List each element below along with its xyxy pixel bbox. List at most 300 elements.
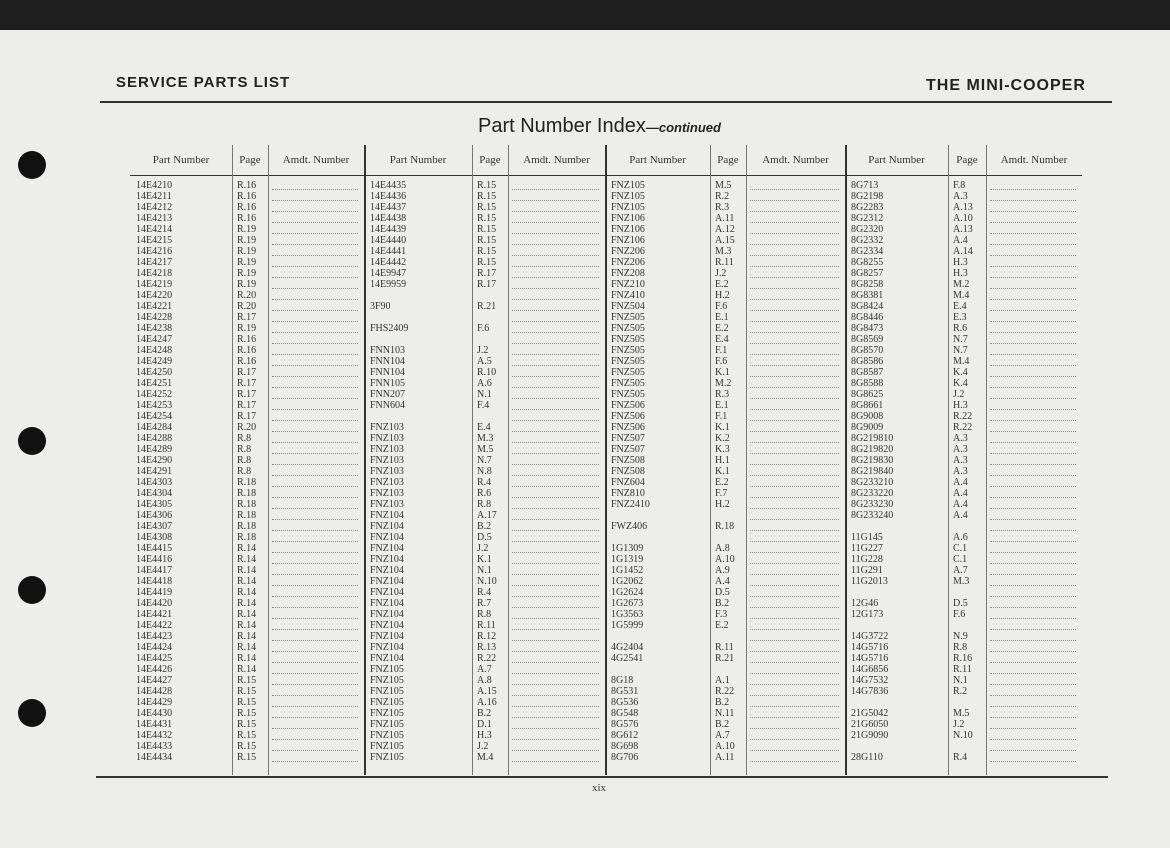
part-number-cell: 14E4218: [136, 268, 173, 279]
page-ref-cell: R.22: [477, 653, 497, 664]
amendment-dotted-line: [990, 452, 1076, 454]
amendment-dotted-line: [990, 606, 1076, 608]
page-ref-cell: A.8: [477, 675, 492, 686]
part-number-cell: 8G219840: [851, 466, 894, 477]
part-number-cell: 8G8258: [851, 279, 884, 290]
page-ref-cell: R.15: [237, 708, 257, 719]
amendment-dotted-line: [750, 298, 839, 300]
amendment-dotted-line: [272, 595, 358, 597]
part-number-cell: FNZ104: [370, 653, 404, 664]
part-number-cell: 14E4307: [136, 521, 173, 532]
amendment-dotted-line: [990, 353, 1076, 355]
part-number-cell: FNZ105: [370, 675, 404, 686]
part-number-cell: 14G3722: [851, 631, 889, 642]
page-ref-cell: E.2: [715, 477, 729, 488]
page-ref-cell: N.1: [477, 565, 492, 576]
part-number-cell: FNZ505: [611, 334, 645, 345]
amendment-dotted-line: [750, 562, 839, 564]
part-number-cell: FNZ104: [370, 565, 404, 576]
amendment-dotted-line: [750, 540, 839, 542]
part-number-cell: FNZ105: [370, 697, 404, 708]
amendment-dotted-line: [512, 353, 599, 355]
page-ref-cell: R.14: [237, 664, 257, 675]
part-number-cell: 8G548: [611, 708, 639, 719]
part-number-cell: FNZ506: [611, 400, 645, 411]
page-ref-cell: C.1: [953, 554, 968, 565]
amendment-dotted-line: [272, 243, 358, 245]
part-number-cell: 14E4428: [136, 686, 173, 697]
page-ref-cell: F.6: [715, 301, 728, 312]
page-ref-cell: A.11: [715, 752, 735, 763]
amendment-dotted-line: [512, 199, 599, 201]
page-ref-cell: J.2: [477, 543, 489, 554]
part-number-cell: FNZ508: [611, 466, 645, 477]
page-ref-cell: R.3: [715, 202, 730, 213]
part-number-cell: FNZ103: [370, 477, 404, 488]
page-ref-cell: M.3: [953, 576, 970, 587]
part-number-cell: FNZ104: [370, 642, 404, 653]
column-divider: [268, 145, 269, 775]
page-ref-cell: R.8: [237, 455, 252, 466]
amendment-dotted-line: [990, 727, 1076, 729]
amendment-dotted-line: [272, 397, 358, 399]
amendment-dotted-line: [990, 188, 1076, 190]
page-ref-cell: R.20: [237, 422, 257, 433]
part-number-cell: FNZ104: [370, 554, 404, 565]
part-number-cell: 1G2062: [611, 576, 644, 587]
page-ref-cell: F.7: [715, 488, 728, 499]
page-ref-cell: M.4: [477, 752, 494, 763]
part-number-cell: FNZ506: [611, 422, 645, 433]
page-ref-cell: A.9: [715, 565, 730, 576]
amendment-dotted-line: [272, 606, 358, 608]
page-ref-cell: R.2: [715, 191, 730, 202]
column-header-amdt-number: Amdt. Number: [762, 154, 829, 166]
page-ref-cell: R.14: [237, 642, 257, 653]
page-ref-cell: R.18: [237, 521, 257, 532]
amendment-dotted-line: [272, 738, 358, 740]
column-header-amdt-number: Amdt. Number: [523, 154, 590, 166]
part-number-cell: 8G8586: [851, 356, 884, 367]
page-ref-cell: R.18: [237, 532, 257, 543]
part-number-cell: FNZ105: [370, 686, 404, 697]
page-ref-cell: R.19: [237, 279, 257, 290]
part-number-cell: FNZ103: [370, 444, 404, 455]
part-number-cell: FNZ104: [370, 543, 404, 554]
page-ref-cell: D.5: [715, 587, 730, 598]
amendment-dotted-line: [512, 342, 599, 344]
amendment-dotted-line: [750, 727, 839, 729]
amendment-dotted-line: [512, 496, 599, 498]
amendment-dotted-line: [990, 760, 1076, 762]
part-number-cell: 14E4214: [136, 224, 173, 235]
column-header-page: Page: [239, 154, 261, 166]
page-ref-cell: A.15: [715, 235, 735, 246]
part-number-cell: FNZ104: [370, 576, 404, 587]
part-number-cell: 14E4433: [136, 741, 173, 752]
part-number-cell: FNN104: [370, 356, 406, 367]
page-ref-cell: D.5: [477, 532, 492, 543]
page-ref-cell: R.17: [477, 268, 497, 279]
amendment-dotted-line: [990, 309, 1076, 311]
page-ref-cell: N.1: [953, 675, 968, 686]
page-ref-cell: M.3: [477, 433, 494, 444]
part-number-cell: FNZ505: [611, 367, 645, 378]
part-number-cell: 14E4441: [370, 246, 407, 257]
part-number-cell: FNZ507: [611, 433, 645, 444]
amendment-dotted-line: [512, 584, 599, 586]
amendment-dotted-line: [750, 441, 839, 443]
part-number-cell: 8G18: [611, 675, 634, 686]
page-ref-cell: R.18: [237, 488, 257, 499]
part-number-cell: 8G233240: [851, 510, 894, 521]
index-title: [478, 115, 721, 138]
amendment-dotted-line: [990, 221, 1076, 223]
amendment-dotted-line: [512, 573, 599, 575]
page-ref-cell: R.14: [237, 609, 257, 620]
amendment-dotted-line: [272, 210, 358, 212]
part-number-cell: FNZ206: [611, 257, 645, 268]
part-number-cell: 14E4213: [136, 213, 173, 224]
page-ref-cell: R.17: [237, 400, 257, 411]
page-ref-cell: N.7: [953, 334, 968, 345]
page-ref-cell: J.2: [953, 719, 965, 730]
page-ref-cell: K.1: [715, 422, 730, 433]
amendment-dotted-line: [990, 749, 1076, 751]
amendment-dotted-line: [750, 694, 839, 696]
amendment-dotted-line: [512, 518, 599, 520]
page-ref-cell: A.7: [953, 565, 968, 576]
part-number-cell: FNN207: [370, 389, 406, 400]
amendment-dotted-line: [512, 309, 599, 311]
part-number-cell: FNZ504: [611, 301, 645, 312]
part-number-cell: 14E4418: [136, 576, 173, 587]
part-number-cell: 14E4284: [136, 422, 173, 433]
part-number-cell: FNZ106: [611, 224, 645, 235]
page-ref-cell: J.2: [477, 741, 489, 752]
amendment-dotted-line: [990, 320, 1076, 322]
part-number-cell: 14G6856: [851, 664, 889, 675]
amendment-dotted-line: [512, 628, 599, 630]
amendment-dotted-line: [990, 661, 1076, 663]
amendment-dotted-line: [750, 738, 839, 740]
part-number-cell: 14E4219: [136, 279, 173, 290]
page-ref-cell: R.10: [477, 367, 497, 378]
page-ref-cell: F.4: [477, 400, 490, 411]
part-number-cell: 8G612: [611, 730, 639, 741]
page-ref-cell: R.21: [715, 653, 735, 664]
part-number-cell: 14E4289: [136, 444, 173, 455]
part-number-cell: 8G9008: [851, 411, 884, 422]
page-ref-cell: B.2: [715, 697, 730, 708]
amendment-dotted-line: [990, 430, 1076, 432]
group-divider: [364, 145, 366, 775]
column-divider: [986, 145, 987, 775]
part-number-cell: 21G9090: [851, 730, 889, 741]
page-ref-cell: A.3: [953, 444, 968, 455]
part-number-cell: FNZ208: [611, 268, 645, 279]
column-header-part-number: Part Number: [389, 154, 447, 166]
amendment-dotted-line: [512, 760, 599, 762]
amendment-dotted-line: [272, 672, 358, 674]
part-number-cell: 8G219830: [851, 455, 894, 466]
amendment-dotted-line: [272, 639, 358, 641]
page-ref-cell: M.3: [715, 246, 732, 257]
page-ref-cell: B.2: [715, 598, 730, 609]
part-number-cell: 14E4306: [136, 510, 173, 521]
page-ref-cell: M.5: [477, 444, 494, 455]
amendment-dotted-line: [750, 716, 839, 718]
part-number-cell: FNZ506: [611, 411, 645, 422]
page-ref-cell: A.4: [953, 235, 968, 246]
amendment-dotted-line: [750, 221, 839, 223]
amendment-dotted-line: [512, 562, 599, 564]
amendment-dotted-line: [990, 518, 1076, 520]
part-number-cell: 14E4419: [136, 587, 173, 598]
page-ref-cell: A.13: [953, 224, 973, 235]
page-ref-cell: B.2: [477, 521, 492, 532]
amendment-dotted-line: [512, 188, 599, 190]
page-ref-cell: D.5: [953, 598, 968, 609]
page-ref-cell: F.1: [715, 345, 728, 356]
page-ref-cell: A.3: [953, 455, 968, 466]
manual-page: [0, 30, 1170, 848]
amendment-dotted-line: [750, 199, 839, 201]
amendment-dotted-line: [750, 584, 839, 586]
amendment-dotted-line: [272, 749, 358, 751]
amendment-dotted-line: [750, 749, 839, 751]
group-divider: [605, 145, 607, 775]
part-number-cell: 14E4217: [136, 257, 173, 268]
amendment-dotted-line: [750, 507, 839, 509]
part-number-cell: FNZ104: [370, 631, 404, 642]
part-number-cell: 1G5999: [611, 620, 644, 631]
part-number-cell: 1G1309: [611, 543, 644, 554]
page-ref-cell: R.15: [477, 235, 497, 246]
amendment-dotted-line: [272, 584, 358, 586]
amendment-dotted-line: [272, 375, 358, 377]
page-ref-cell: R.17: [237, 367, 257, 378]
page-ref-cell: A.4: [715, 576, 730, 587]
part-number-cell: 14E4435: [370, 180, 407, 191]
page-ref-cell: A.15: [477, 686, 497, 697]
amendment-dotted-line: [512, 265, 599, 267]
page-ref-cell: R.20: [237, 290, 257, 301]
amendment-dotted-line: [512, 397, 599, 399]
footer-rule: [96, 776, 1108, 778]
page-ref-cell: N.1: [477, 389, 492, 400]
amendment-dotted-line: [750, 628, 839, 630]
page-ref-cell: K.4: [953, 378, 968, 389]
part-number-cell: 14E9947: [370, 268, 407, 279]
part-number-cell: 14E4250: [136, 367, 173, 378]
part-number-cell: 14E4424: [136, 642, 173, 653]
amendment-dotted-line: [272, 518, 358, 520]
title-text: Part Number Index: [478, 115, 646, 137]
page-ref-cell: F.1: [715, 411, 728, 422]
part-number-cell: FNZ104: [370, 521, 404, 532]
page-ref-cell: K.1: [715, 466, 730, 477]
page-ref-cell: H.3: [953, 257, 968, 268]
part-number-cell: FNZ505: [611, 389, 645, 400]
page-ref-cell: K.1: [477, 554, 492, 565]
amendment-dotted-line: [750, 705, 839, 707]
amendment-dotted-line: [990, 694, 1076, 696]
amendment-dotted-line: [272, 364, 358, 366]
amendment-dotted-line: [512, 716, 599, 718]
amendment-dotted-line: [272, 573, 358, 575]
amendment-dotted-line: [272, 716, 358, 718]
page-ref-cell: R.16: [237, 356, 257, 367]
part-number-cell: FNZ103: [370, 455, 404, 466]
amendment-dotted-line: [990, 199, 1076, 201]
page-ref-cell: R.7: [477, 598, 492, 609]
part-number-cell: 28G110: [851, 752, 883, 763]
page-ref-cell: E.4: [715, 334, 729, 345]
amendment-dotted-line: [990, 639, 1076, 641]
amendment-dotted-line: [272, 760, 358, 762]
part-number-cell: FNZ104: [370, 609, 404, 620]
part-number-cell: FNZ2410: [611, 499, 650, 510]
amendment-dotted-line: [512, 705, 599, 707]
part-number-cell: FNZ105: [370, 719, 404, 730]
part-number-cell: 8G536: [611, 697, 639, 708]
part-number-cell: 8G233210: [851, 477, 894, 488]
part-number-cell: FNZ104: [370, 598, 404, 609]
part-number-cell: 14E4211: [136, 191, 172, 202]
part-number-cell: 14G7836: [851, 686, 889, 697]
part-number-cell: 1G1452: [611, 565, 644, 576]
amendment-dotted-line: [990, 485, 1076, 487]
amendment-dotted-line: [272, 353, 358, 355]
amendment-dotted-line: [272, 705, 358, 707]
amendment-dotted-line: [990, 573, 1076, 575]
page-number: xix: [592, 782, 607, 794]
part-number-cell: 11G2013: [851, 576, 888, 587]
amendment-dotted-line: [990, 243, 1076, 245]
part-number-cell: 4G2404: [611, 642, 644, 653]
part-number-cell: FNZ505: [611, 378, 645, 389]
page-ref-cell: A.16: [477, 697, 497, 708]
amendment-dotted-line: [272, 617, 358, 619]
page-ref-cell: A.4: [953, 499, 968, 510]
column-header-amdt-number: Amdt. Number: [282, 154, 350, 166]
page-ref-cell: R.8: [477, 499, 492, 510]
part-number-cell: 14E4248: [136, 345, 173, 356]
page-ref-cell: K.2: [715, 433, 730, 444]
page-ref-cell: R.19: [237, 323, 257, 334]
amendment-dotted-line: [750, 232, 839, 234]
part-number-cell: 8G8588: [851, 378, 884, 389]
part-number-cell: FNZ505: [611, 312, 645, 323]
part-number-cell: FNN604: [370, 400, 406, 411]
amendment-dotted-line: [990, 716, 1076, 718]
part-number-cell: FNZ103: [370, 488, 404, 499]
page-ref-cell: A.1: [715, 675, 730, 686]
part-number-cell: 8G576: [611, 719, 639, 730]
part-number-cell: 8G8257: [851, 268, 884, 279]
page-ref-cell: R.14: [237, 554, 257, 565]
amendment-dotted-line: [990, 595, 1076, 597]
part-number-cell: 14E9959: [370, 279, 407, 290]
page-ref-cell: R.15: [237, 730, 257, 741]
page-ref-cell: H.3: [953, 400, 968, 411]
amendment-dotted-line: [990, 540, 1076, 542]
page-ref-cell: R.14: [237, 565, 257, 576]
page-ref-cell: C.1: [953, 543, 968, 554]
part-number-cell: FNZ505: [611, 323, 645, 334]
amendment-dotted-line: [990, 496, 1076, 498]
column-header-part-number: Part Number: [629, 154, 686, 166]
amendment-dotted-line: [272, 727, 358, 729]
amendment-dotted-line: [512, 430, 599, 432]
page-ref-cell: R.16: [237, 213, 257, 224]
part-number-cell: 14E4438: [370, 213, 407, 224]
amendment-dotted-line: [272, 287, 358, 289]
part-number-cell: 14E4251: [136, 378, 173, 389]
page-ref-cell: E.3: [953, 312, 967, 323]
page-ref-cell: F.6: [953, 609, 966, 620]
amendment-dotted-line: [750, 353, 839, 355]
part-number-cell: 14E4420: [136, 598, 173, 609]
part-number-cell: 14E4442: [370, 257, 407, 268]
amendment-dotted-line: [750, 210, 839, 212]
amendment-dotted-line: [512, 243, 599, 245]
part-number-cell: FNZ105: [611, 180, 645, 191]
amendment-dotted-line: [990, 529, 1076, 531]
part-number-cell: FNZ507: [611, 444, 645, 455]
page-ref-cell: D.1: [477, 719, 492, 730]
column-header-page: Page: [717, 154, 739, 166]
page-ref-cell: R.18: [237, 499, 257, 510]
part-number-cell: FNZ604: [611, 477, 645, 488]
page-ref-cell: N.8: [477, 466, 492, 477]
part-number-cell: FNZ105: [370, 752, 404, 763]
amendment-dotted-line: [512, 408, 599, 410]
page-ref-cell: R.14: [237, 587, 257, 598]
page-ref-cell: R.16: [237, 180, 257, 191]
page-ref-cell: R.15: [477, 213, 497, 224]
amendment-dotted-line: [750, 331, 839, 333]
amendment-dotted-line: [512, 507, 599, 509]
part-number-cell: 8G9009: [851, 422, 884, 433]
page-ref-cell: N.7: [953, 345, 968, 356]
page-ref-cell: M.4: [953, 356, 970, 367]
page-ref-cell: R.22: [953, 411, 973, 422]
part-number-cell: 14E4291: [136, 466, 173, 477]
amendment-dotted-line: [512, 287, 599, 289]
page-ref-cell: R.11: [715, 257, 734, 268]
part-number-cell: FNZ104: [370, 510, 404, 521]
part-number-cell: FNN103: [370, 345, 406, 356]
page-ref-cell: M.4: [953, 290, 970, 301]
amendment-dotted-line: [272, 276, 358, 278]
amendment-dotted-line: [272, 254, 358, 256]
amendment-dotted-line: [750, 254, 839, 256]
amendment-dotted-line: [512, 276, 599, 278]
page-ref-cell: R.14: [237, 576, 257, 587]
part-number-cell: 14E4247: [136, 334, 173, 345]
page-ref-cell: R.19: [237, 224, 257, 235]
amendment-dotted-line: [990, 617, 1076, 619]
amendment-dotted-line: [990, 287, 1076, 289]
amendment-dotted-line: [272, 441, 358, 443]
page-ref-cell: R.6: [477, 488, 492, 499]
amendment-dotted-line: [990, 342, 1076, 344]
part-number-cell: 14E4212: [136, 202, 173, 213]
amendment-dotted-line: [750, 430, 839, 432]
amendment-dotted-line: [512, 738, 599, 740]
